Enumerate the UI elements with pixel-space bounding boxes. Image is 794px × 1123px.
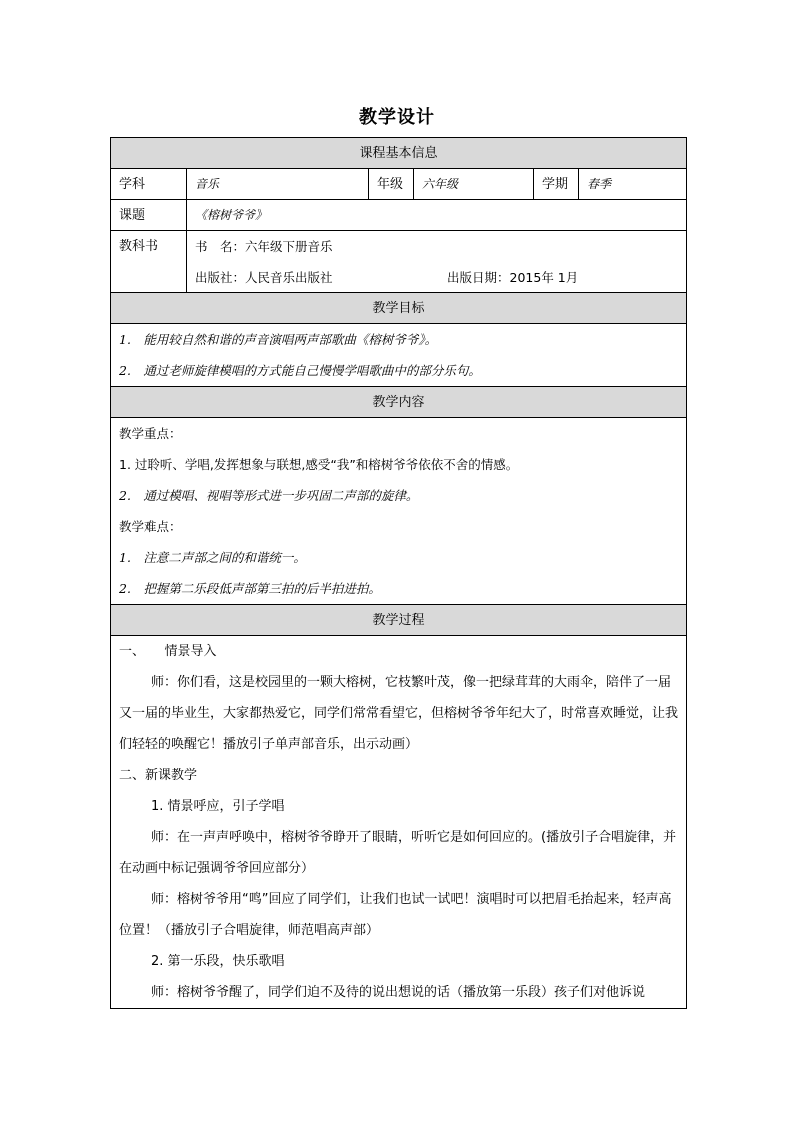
topic-row: [111, 200, 686, 231]
basic-info-header: 课程基本信息: [111, 138, 686, 169]
objective-item: 1. 能用较自然和谐的声音演唱两声部歌曲《榕树爷爷》。: [119, 332, 438, 347]
difficulty-item: 1. 注意二声部之间的和谐统一。: [119, 550, 306, 565]
difficulties-label: 教学难点：: [119, 519, 182, 534]
topic-label: 课题: [111, 200, 187, 230]
key-point-item: 1. 过聆听、学唱,发挥想象与联想,感受“我”和榕树爷爷依依不舍的情感。: [119, 457, 519, 472]
step1-title: 一、 情景导入: [119, 644, 217, 659]
lesson-plan-table: [110, 137, 687, 1009]
key-points-label: 教学重点：: [119, 426, 182, 441]
sub1-paragraph-2: 师：榕树爷爷用“鸣”回应了同学们，让我们也试一试吧！演唱时可以把眉毛抬起来，轻声高位置！（播放引子合唱旋律，师范唱高声部）: [119, 892, 672, 938]
textbook-label: 教科书: [111, 231, 187, 293]
content-header: 教学内容: [111, 387, 686, 418]
objective-item: 2. 通过老师旋律模唱的方式能自己慢慢学唱歌曲中的部分乐句。: [119, 363, 481, 378]
subject-value: 音乐: [187, 169, 369, 199]
process-header: 教学过程: [111, 605, 686, 636]
sub1-title: 1. 情景呼应，引子学唱: [151, 799, 285, 814]
book-name-line: 书 名：六年级下册音乐: [195, 239, 333, 254]
grade-value: 六年级: [414, 169, 534, 199]
publisher-line: 出版社：人民音乐出版社: [195, 270, 333, 285]
content-body: [111, 418, 686, 605]
subject-label: 学科: [111, 169, 187, 199]
publish-date-value: 2015年 1月: [509, 270, 579, 285]
sub1-paragraph-1: 师：在一声声呼唤中，榕树爷爷睁开了眼睛，听听它是如何回应的。(播放引子合唱旋律，并在动画中标记强调爷爷回应部分）: [119, 830, 677, 876]
term-label: 学期: [534, 169, 579, 199]
publisher-line-row: [187, 262, 686, 293]
step2-title: 二、新课教学: [119, 768, 198, 783]
key-point-item: 2. 通过模唱、视唱等形式进一步巩固二声部的旋律。: [119, 488, 419, 503]
difficulty-item: 2. 把握第二乐段低声部第三拍的后半拍进拍。: [119, 581, 381, 596]
grade-label: 年级: [369, 169, 414, 199]
document-title: 教学设计: [359, 107, 435, 128]
step1-paragraph: 师：你们看，这是校园里的一颗大榕树，它枝繁叶茂，像一把绿茸茸的大雨伞，陪伴了一届又一届的毕业生，大家都热爱它，同学们常常看望它，但榕树爷爷年纪大了，时常喜欢睡觉，让我们轻轻的唤醒它！播放引子单声部音乐，出示动画）: [119, 675, 679, 752]
term-value: 春季: [587, 177, 612, 191]
sub2-title: 2. 第一乐段，快乐歌唱: [151, 954, 285, 969]
objectives-header: 教学目标: [111, 293, 686, 324]
textbook-details: [187, 231, 686, 292]
topic-value: 《榕树爷爷》: [195, 208, 268, 222]
textbook-row: [111, 231, 686, 293]
sub2-paragraph: 师：榕树爷爷醒了，同学们迫不及待的说出想说的话（播放第一乐段）孩子们对他诉说: [151, 985, 646, 1000]
publish-date-label: 出版日期：: [447, 270, 510, 285]
basic-info-row: [111, 169, 686, 200]
objectives-body: [111, 324, 686, 387]
process-body: [111, 636, 686, 1008]
